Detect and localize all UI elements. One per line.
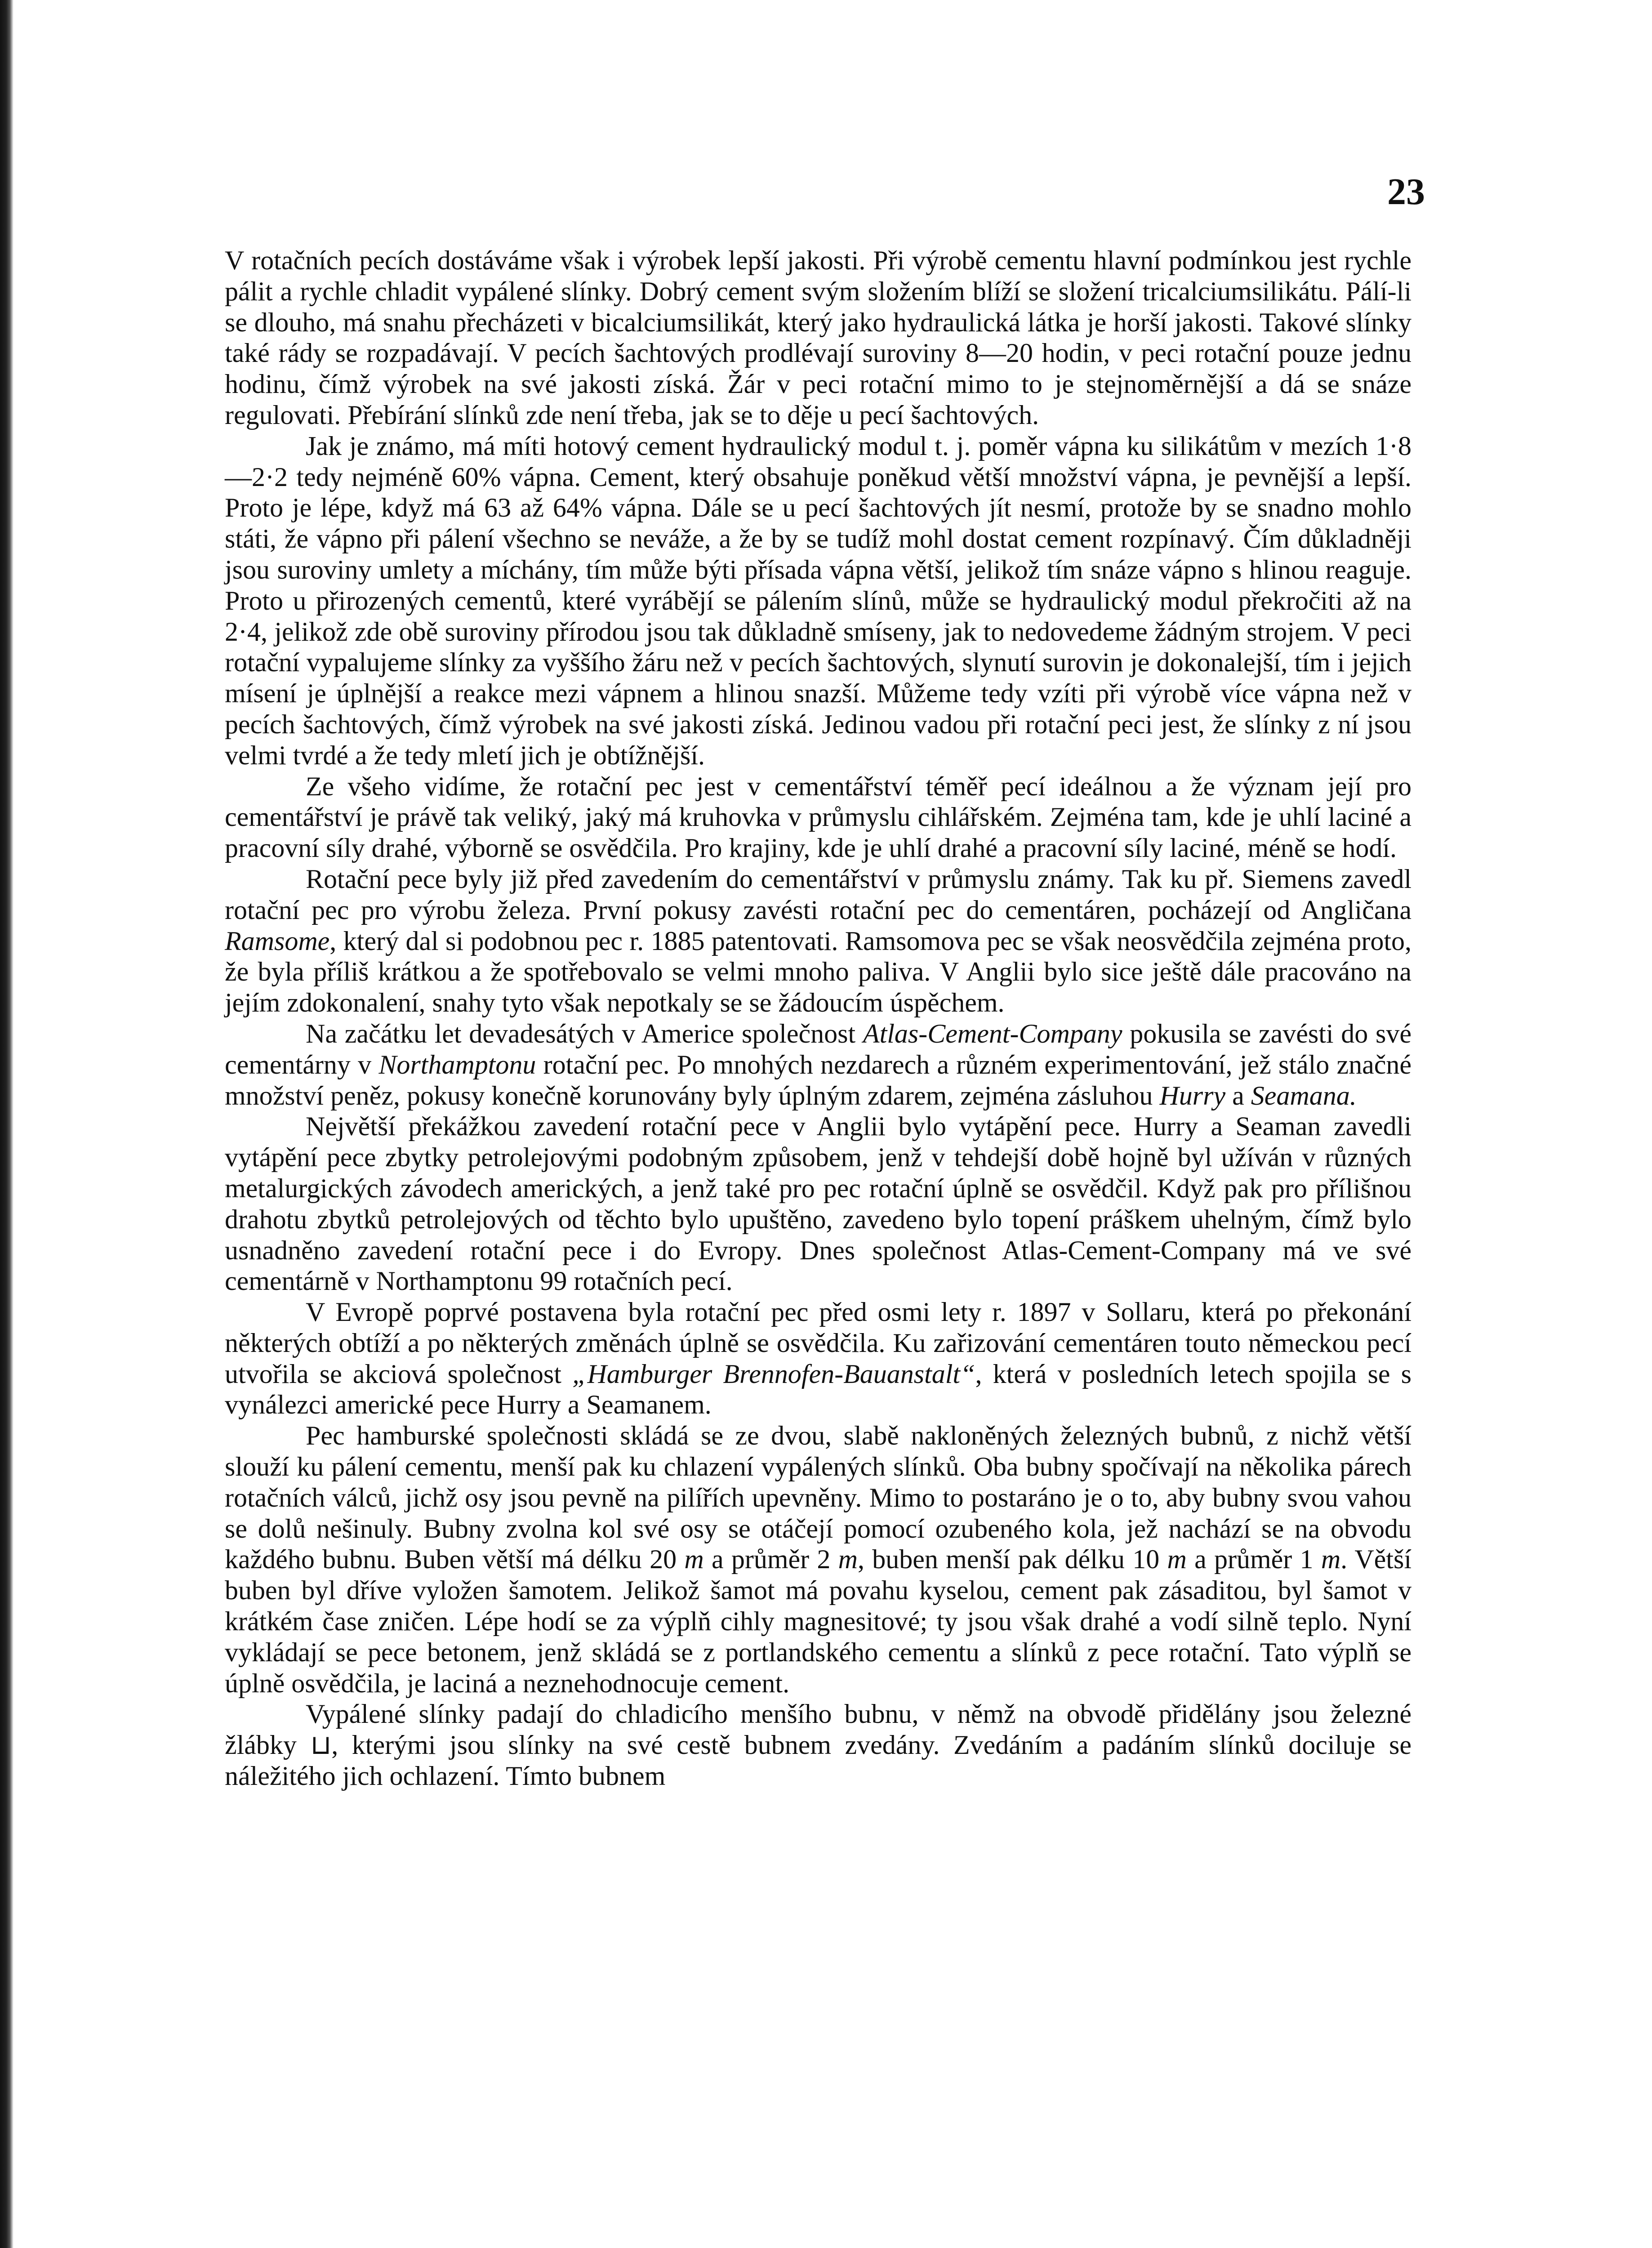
page-number: 23 xyxy=(1387,171,1425,213)
paragraph-text: Pec hamburské společnosti skládá se ze dvou, slabě nakloněných železných bubnů, z nichž větší slouží ku pálení cementu, menší pak ku chlazení vypálených slínků. Oba bubny spočívají na několika párech rotačních válců, jichž osy jsou pevně na pilířích upevněny. Mimo to postaráno je o to, aby bubny svou vahou se dolů nešinuly. Bubny zvolna kol své osy se otáčejí pomocí ozubeného kola, jež nachází se na obvodu každého bubnu. Buben větší má délku 20 xyxy=(225,1421,1412,1574)
italic-unit: m xyxy=(1321,1544,1341,1574)
italic-unit: m xyxy=(838,1544,858,1574)
paragraph-text: a průměr 1 xyxy=(1186,1544,1321,1574)
italic-unit: m xyxy=(684,1544,704,1574)
paragraph-text: pokusila se zavésti do své cementárny v xyxy=(225,1018,1412,1079)
paragraph xyxy=(225,1420,1412,1699)
italic-name: Atlas-Cement-Company xyxy=(863,1018,1122,1048)
paragraph xyxy=(225,864,1412,1018)
paragraph-text: a průměr 2 xyxy=(704,1544,838,1574)
paragraph xyxy=(225,1297,1412,1420)
italic-name: Ramsome xyxy=(225,926,330,956)
paragraph-text: Ze všeho vidíme, že rotační pec jest v cementářství téměř pecí ideálnou a že význam její pro cementářství je právě tak veliký, jaký má kruhovka v průmyslu cihlářském. Zejména tam, kde je uhlí laciné a pracovní síly drahé, výborně se osvědčila. Pro krajiny, kde je uhlí drahé a pracovní síly laciné, méně se hodí. xyxy=(225,771,1412,863)
italic-name: Seamana. xyxy=(1251,1080,1357,1111)
paragraph-text: V rotačních pecích dostáváme však i výrobek lepší jakosti. Při výrobě cementu hlavní podmínkou jest rychle pálit a rychle chladit vypálené slínky. Dobrý cement svým složením blíží se složení tricalciumsilikátu. Pálí-li se dlouho, má snahu přecházeti v bicalciumsilikát, který jako hydraulická látka je horší jakosti. Takové slínky také rády se rozpadávají. V pecích šachtových prodlévají suroviny 8—20 hodin, v peci rotační pouze jednu hodinu, čímž výrobek na své jakosti získá. Žár v peci rotační mimo to je stejnoměrnější a dá se snáze regulovati. Přebírání slínků zde není třeba, jak se to děje u pecí šachtových. xyxy=(225,245,1412,430)
paragraph-text: V Evropě poprvé postavena byla rotační pec před osmi lety r. 1897 v Sollaru, která po překonání některých obtíží a po některých změnách úplně se osvědčila. Ku zařizování cementáren touto německou pecí utvořila se akciová společnost xyxy=(225,1297,1412,1389)
italic-unit: m xyxy=(1167,1544,1187,1574)
paragraph-text: Vypálené slínky padají do chladicího menšího bubnu, v němž na obvodě přidělány jsou železné žlábky ⊔, kterými jsou slínky na své cestě bubnem zvedány. Zvedáním a padáním slínků dociluje se náležitého jich ochlazení. Tímto bubnem xyxy=(225,1699,1412,1791)
paragraph xyxy=(225,245,1412,431)
paragraph-text: Největší překážkou zavedení rotační pece v Anglii bylo vytápění pece. Hurry a Seaman zavedli vytápění pece zbytky petrolejovými podobným způsobem, jenž v tehdejší době hojně byl užíván v různých metalurgických závodech amerických, a jenž také pro pec rotační úplně se osvědčil. Když pak pro přílišnou drahotu zbytků petrolejových od těchto bylo upuštěno, zavedeno bylo topení práškem uhelným, čímž bylo usnadněno zavedení rotační pece i do Evropy. Dnes společnost Atlas-Cement-Company má ve své cementárně v Northamptonu 99 rotačních pecí. xyxy=(225,1111,1412,1296)
body-text xyxy=(225,245,1412,1792)
italic-name: Northamptonu xyxy=(378,1049,536,1079)
paragraph xyxy=(225,1699,1412,1791)
paragraph xyxy=(225,431,1412,771)
binding-edge xyxy=(0,0,13,2248)
italic-name: Hurry xyxy=(1159,1080,1226,1111)
paragraph xyxy=(225,1111,1412,1297)
paragraph-text: rotační pec. Po mnohých nezdarech a různém experimentování, jež stálo značné množství peněz, pokusy konečně korunovány byly úplným zdarem, zejména zásluhou xyxy=(225,1049,1412,1111)
paragraph-text: Na začátku let devadesátých v Americe společnost xyxy=(306,1018,863,1048)
paragraph-text: Rotační pece byly již před zavedením do cementářství v průmyslu známy. Tak ku př. Siemens zavedl rotační pec pro výrobu železa. První pokusy zavésti rotační pec do cementáren, pocházejí od Angličana xyxy=(225,864,1412,925)
paragraph xyxy=(225,1018,1412,1111)
paragraph-text: , který dal si podobnou pec r. 1885 patentovati. Ramsomova pec se však neosvědčila zejména proto, že byla příliš krátkou a že spotřebovalo se velmi mnoho paliva. V Anglii bylo sice ještě dále pracováno na jejím zdokonalení, snahy tyto však nepotkaly se se žádoucím úspěchem. xyxy=(225,926,1412,1018)
paragraph xyxy=(225,771,1412,864)
paragraph-text: . Větší buben byl dříve vyložen šamotem. Jelikož šamot má povahu kyselou, cement pak zásaditou, byl šamot v krátkém čase zničen. Lépe hodí se za výplň cihly magnesitové; ty jsou však drahé a vodí silně teplo. Nyní vykládají se pece betonem, jenž skládá se z portlandského cementu a slínků z pece rotační. Tato výplň se úplně osvědčila, je laciná a neznehodnocuje cement. xyxy=(225,1544,1412,1698)
paragraph-text: , která v posledních letech spojila se s vynálezci americké pece Hurry a Seamanem. xyxy=(225,1359,1412,1420)
italic-name: „Hamburger Brennofen-Bauanstalt“ xyxy=(572,1359,975,1389)
paragraph-text: Jak je známo, má míti hotový cement hydraulický modul t. j. poměr vápna ku silikátům v mezích 1·8—2·2 tedy nejméně 60% vápna. Cement, který obsahuje poněkud větší množství vápna, je pevnější a lepší. Proto je lépe, když má 63 až 64% vápna. Dále se u pecí šachtových jít nesmí, protože by se snadno mohlo státi, že vápno při pálení všechno se neváže, a že by se tudíž mohl dostat cement rozpínavý. Čím důkladněji jsou suroviny umlety a míchány, tím může býti přísada vápna větší, jelikož tím snáze vápno s hlinou reaguje. Proto u přirozených cementů, které vyrábějí se pálením slínů, může se hydraulický modul překročiti až na 2·4, jelikož zde obě suroviny přírodou jsou tak důkladně smíseny, jak to nedovedeme žádným strojem. V peci rotační vypalujeme slínky za vyššího žáru než v pecích šachtových, slynutí surovin je dokonalejší, tím i jejich mísení je úplnější a reakce mezi vápnem a hlinou snazší. Můžeme tedy vzíti při výrobě více vápna než v pecích šachtových, čímž výrobek na své jakosti získá. Jedinou vadou při rotační peci jest, že slínky z ní jsou velmi tvrdé a že tedy mletí jich je obtížnější. xyxy=(225,431,1412,770)
paragraph-text: a xyxy=(1225,1080,1251,1111)
paragraph-text: , buben menší pak délku 10 xyxy=(858,1544,1167,1574)
